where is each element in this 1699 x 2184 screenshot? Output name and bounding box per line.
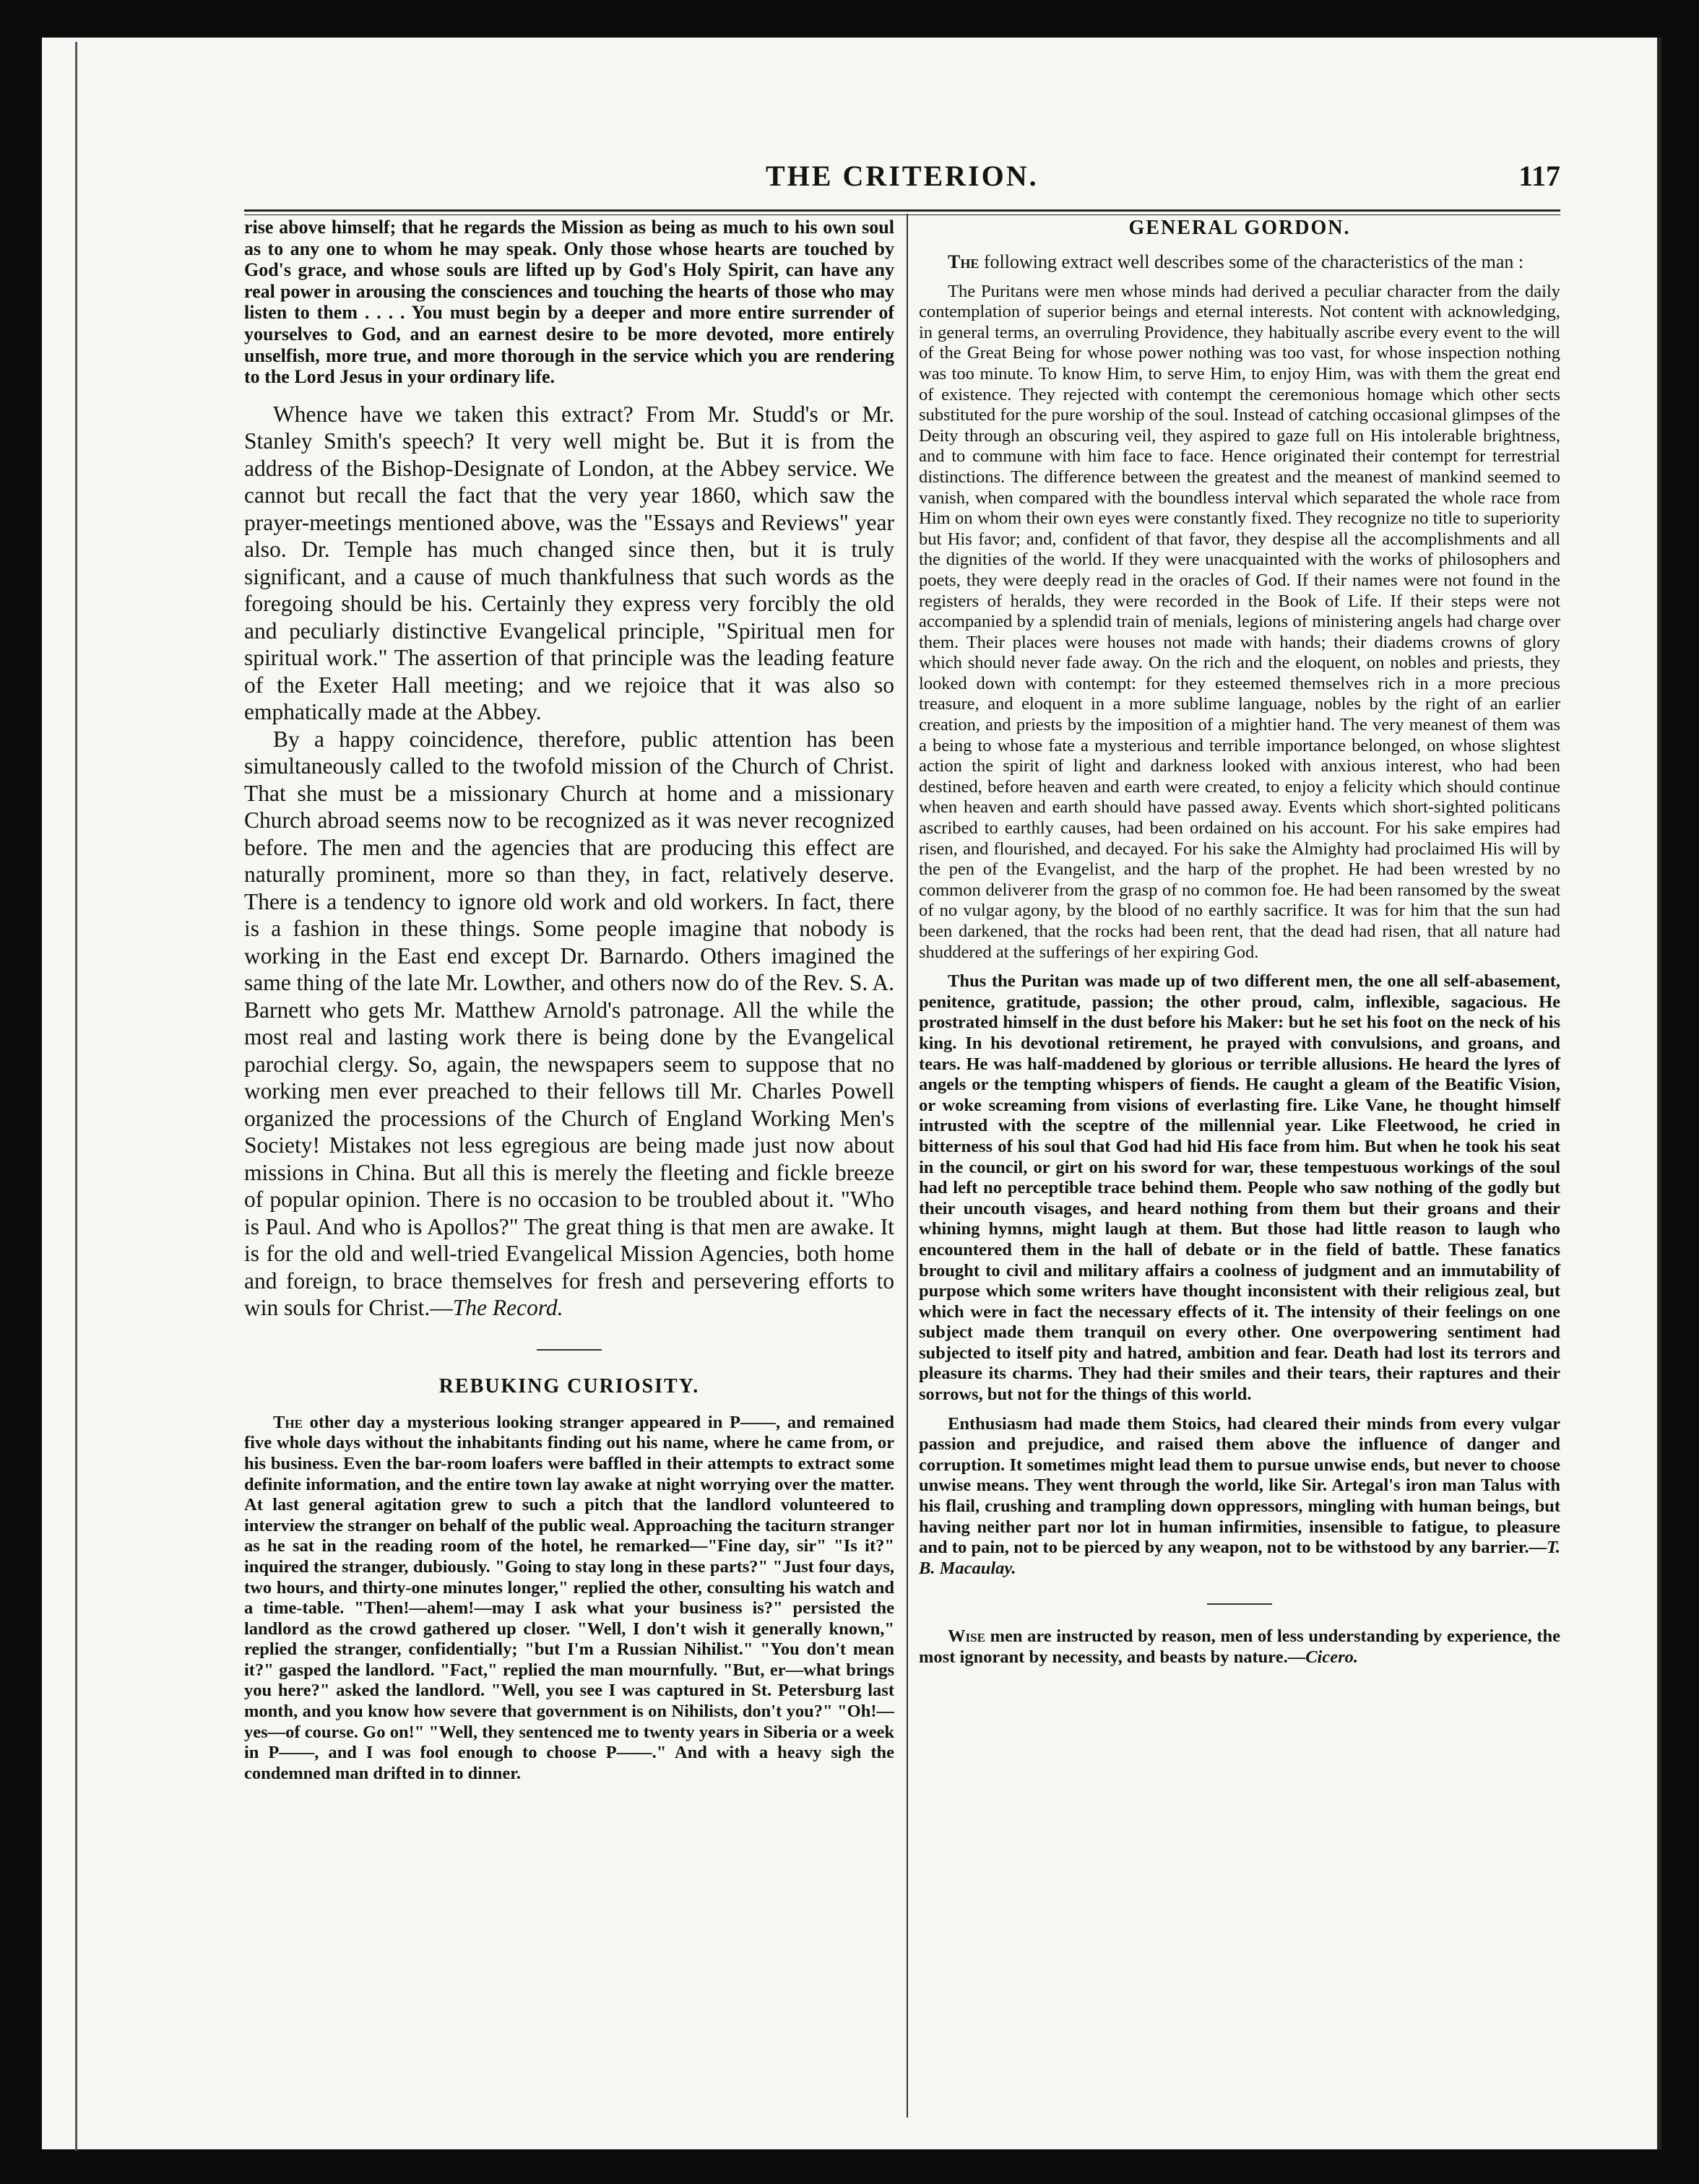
macaulay-paragraph-3-text: Enthusiasm had made them Stoics, had cleared their minds from every vulgar passion and prejudice, and raised them above the influence of danger and corruption. It sometimes might lead them to pursue unwise ends, but never to choose unwise means. They went through the world, like Sir. Artegal's iron man Talus with his flail, crushing and trampling down oppressors, mingling with human beings, but having neither part nor lot in human infirmities, insensible to fatigue, to pleasure and to pain, not to be pierced by any weapon, not to be withstood by any barrier.— <box>919 1413 1560 1558</box>
rebuking-curiosity-title: REBUKING CURIOSITY. <box>438 1374 700 1398</box>
source-cicero: Cicero. <box>1305 1647 1359 1667</box>
running-title: THE CRITERION. <box>766 160 1039 192</box>
left-column <box>244 217 894 1784</box>
page-number: 117 <box>1518 160 1560 192</box>
rebuking-lead-word: The <box>273 1412 303 1432</box>
commentary-paragraph-2-text: By a happy coincidence, therefore, public attention has been simultaneously called to the twofold mission of the Church of Christ. That she must be a missionary Church at home and a missionary Church abroad seems now to be recognized as it was never recognized before. The men and the agencies that are producing this effect are naturally prominent, more so than they, in fact, relatively deserve. There is a tendency to ignore old work and old workers. In fact, there is a fashion in these things. Some people imagine that nobody is working in the East end except Dr. Barnardo. Others imagined the same thing of the late Mr. Lowther, and others now do of the Rev. S. A. Barnett who gets Mr. Matthew Arnold's patronage. All the while the most real and lasting work there is being done by the Evangelical parochial clergy. So, again, the newspapers seem to suppose that no working men ever preached to their fellows till Mr. Charles Powell organized the processions of the Church of England Working Men's Society! Mistakes not less egregious are being made just now about missions in China. But all this is merely the fleeting and fickle breeze of popular opinion. There is no occasion to be troubled about it. "Who is Paul. And who is Apollos?" The great thing is that men are awake. It is for the old and well-tried Evangelical Mission Agencies, both home and foreign, to brace themselves for fresh and persevering efforts to win souls for Christ.— <box>244 726 894 1321</box>
macaulay-paragraph-1: The Puritans were men whose minds had derived a peculiar character from the daily contemplation of superior beings and eternal interests. Not content with acknowledging, in general terms, an overruling Providence, they habitually ascribe every event to the will of the Great Being for whose power nothing was too vast, for whose inspection nothing was too minute. To know Him, to serve Him, to enjoy Him, was with them the great end of existence. They rejected with contempt the ceremonious homage which other sects substituted for the pure worship of the soul. Instead of catching occasional glimpses of the Deity through an obscuring veil, they aspired to gaze full on His intolerable brightness, and to commune with him face to face. Hence originated their contempt for terrestrial distinctions. The difference between the greatest and the meanest of mankind seemed to vanish, when compared with the boundless interval which separated the whole race from Him on whom their own eyes were constantly fixed. They recognize no title to superiority but His favor; and, confident of that favor, they despise all the accomplishments and all the dignities of the world. If they were unacquainted with the works of philosophers and poets, they were deeply read in the oracles of God. If their names were not found in the registers of heralds, they were recorded in the Book of Life. If their steps were not accompanied by a splendid train of menials, legions of ministering angels had charge over them. Their places were houses not made with hands; their diadems crowns of glory which should never fade away. On the rich and the eloquent, on nobles and priests, they looked down with contempt: for they esteemed themselves rich in a more precious treasure, and eloquent in a more sublime language, nobles by the right of an earlier creation, and priests by the imposition of a mightier hand. The very meanest of them was a being to whose fate a mysterious and terrible importance belonged, on whose slightest action the spirit of light and darkness looked with anxious interest, who had been destined, before heaven and earth were created, to enjoy a felicity which should continue when heaven and earth should have passed away. Events which short-sighted politicans ascribed to earthly causes, had been ordained on his account. For his sake empires had risen, and flourished, and decayed. For his sake the Almighty had proclaimed His will by the pen of the Evangelist, and the harp of the prophet. He had been wrested by no common deliverer from the grasp of no common foe. He had been ransomed by the sweat of no vulgar agony, by the blood of no earthly sacrifice. It was for him that the sun had been darkened, that the rocks had been rent, that the dead had risen, that all nature had shuddered at the sufferings of her expiring God. <box>919 281 1560 962</box>
bishop-extract: rise above himself; that he regards the Mission as being as much to his own soul as to any one to whom he may speak. Only those whose hearts are touched by God's grace, and whose souls are lifted up by God's Holy Spirit, can have any real power in arousing the consciences and touching the hearts of those who may listen to them . . . . You must begin by a deeper and more entire surrender of yourselves to God, and an earnest desire to be more devoted, more entirely unselfish, more true, and more thorough in the service which you are rendering to the Lord Jesus in your ordinary life. <box>244 217 894 388</box>
cicero-quote-text: men are instructed by reason, men of less understanding by experience, the most ignorant by necessity, and beasts by nature.— <box>919 1626 1560 1667</box>
commentary-paragraph-1: Whence have we taken this extract? From Mr. Studd's or Mr. Stanley Smith's speech? It very well might be. But it is from the address of the Bishop-Designate of London, at the Abbey service. We cannot but recall the fact that the very year 1860, which saw the prayer-meetings mentioned above, was the "Essays and Reviews" year also. Dr. Temple has much changed since then, but it is truly significant, and a cause of much thankfulness that such words as the foregoing should be his. Certainly they express very forcibly the old and peculiarly distinctive Evangelical principle, "Spiritual men for spiritual work." The assertion of that principle was the leading feature of the Exeter Hall meeting; and we rejoice that it was also so emphatically made at the Abbey. <box>244 401 894 725</box>
gordon-intro <box>919 251 1560 273</box>
gordon-intro-text: following extract well describes some of the characteristics of the man : <box>979 251 1524 272</box>
right-column <box>919 217 1560 1668</box>
source-macaulay: T. B. Macaulay. <box>919 1538 1560 1578</box>
header-rule <box>244 209 1560 215</box>
rebuking-curiosity-article <box>244 1413 894 1785</box>
source-the-record: The Record. <box>452 1295 563 1321</box>
rebuking-body: other day a mysterious looking stranger appeared in P——, and remained five whole days without the inhabitants finding out his name, where he came from, or his business. Even the bar-room loafers were baffled in their attempts to extract some definite information, and the entire town lay awake at night worrying over the matter. At last general agitation grew to such a pitch that the landlord volunteered to interview the stranger on behalf of the public weal. Approaching the taciturn stranger as he sat in the reading room of the hotel, he remarked—"Fine day, sir" "Is it?" inquired the stranger, dubiously. "Going to stay long in these parts?" "Just four days, two hours, and thirty-one minutes longer," replied the other, consulting his watch and a time-table. "Then!—ahem!—may I ask what your business is?" persisted the landlord as the crowd gathered up closer. "Well, I don't wish it generally known," replied the stranger, confidentially; "but I'm a Russian Nihilist." "You don't mean it?" gasped the landlord. "Fact," replied the man mournfully. "But, er—what brings you here?" asked the landlord. "Well, you see I was captured in St. Petersburg last month, and you know how severe that government is on Nihilists, don't you?" "Oh!—yes—of course. Go on!" "Well, they sentenced me to twenty years in Siberia or a week in P——, and I was fool enough to choose P——." And with a heavy sigh the condemned man drifted in to dinner. <box>244 1412 894 1783</box>
commentary-paragraph-2 <box>244 726 894 1322</box>
page-fold-line <box>75 42 77 2151</box>
cicero-quote <box>919 1626 1560 1668</box>
gordon-lead-word: The <box>948 251 980 272</box>
column-divider <box>907 214 908 2118</box>
macaulay-paragraph-3 <box>919 1414 1560 1580</box>
wise-lead-word: Wise <box>948 1626 985 1647</box>
general-gordon-title: GENERAL GORDON. <box>1128 217 1351 239</box>
macaulay-paragraph-2: Thus the Puritan was made up of two different men, the one all self-abasement, penitence, gratitude, passion; the other proud, calm, inflexible, sagacious. He prostrated himself in the dust before his Maker: but he set his foot on the neck of his king. In his devotional retirement, he prayed with convulsions, and groans, and tears. He was half-maddened by glorious or terrible allusions. He heard the lyres of angels or the tempting whispers of fiends. He caught a gleam of the Beatific Vision, or woke screaming from visions of everlasting fire. Like Vane, he thought himself intrusted with the sceptre of the millennial year. Like Fleetwood, he cried in bitterness of his soul that God had hid His face from him. But when he took his seat in the council, or girt on his sword for war, these tempestuous workings of the soul had left no perceptible trace behind them. People who saw nothing of the godly but their uncouth visages, and heard nothing from them but their groans and their whining hymns, might laugh at them. But those had little reason to laugh who encountered them in the hall of debate or in the field of battle. These fanatics brought to civil and military affairs a coolness of judgment and an immutability of purpose which some writers have thought inconsistent with their religious zeal, but which were in fact the necessary effects of it. The intensity of their feelings on one subject made them tranquil on every other. One overpowering sentiment had subjected to itself pity and hatred, ambition and fear. Death had lost its terrors and pleasure its charms. They had their smiles and their tears, their raptures and their sorrows, but not for the things of this world. <box>919 971 1560 1405</box>
page-header <box>238 159 1560 202</box>
